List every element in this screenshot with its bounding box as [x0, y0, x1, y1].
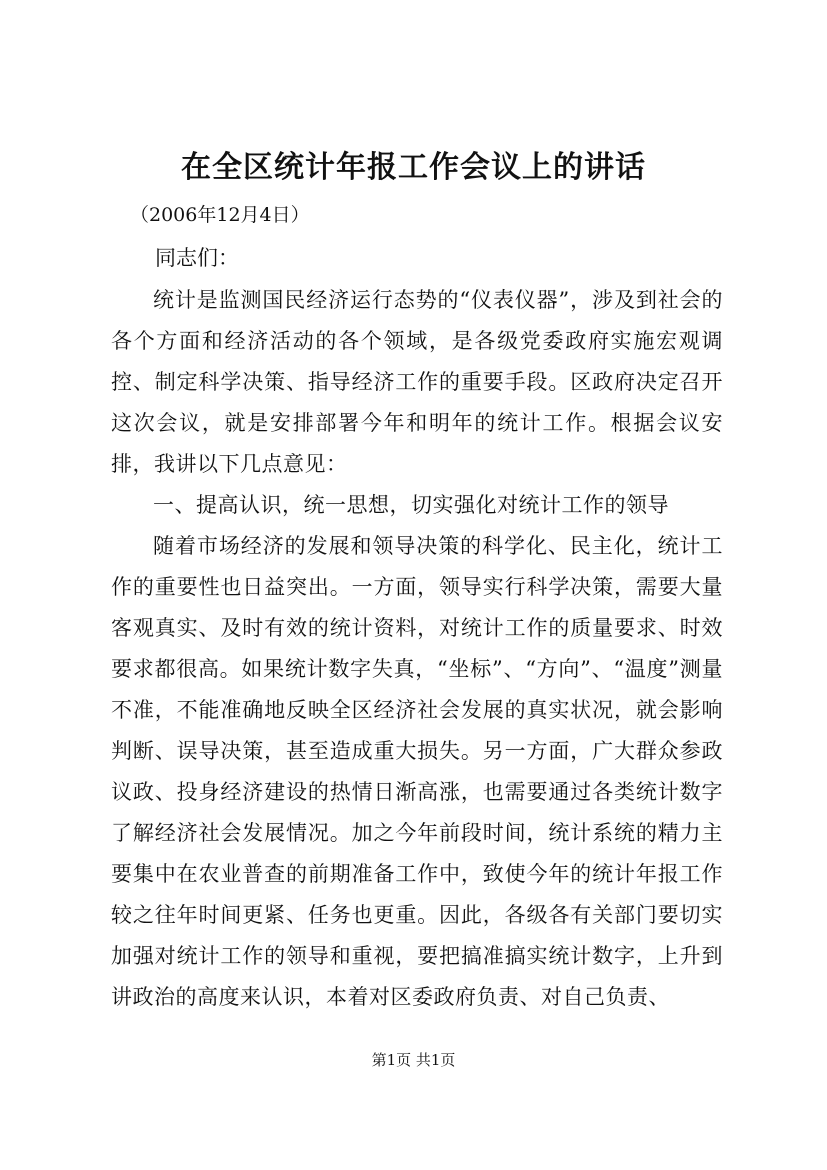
page-title: 在全区统计年报工作会议上的讲话 — [181, 150, 646, 185]
body-text — [111, 280, 723, 1018]
paragraph-section-1: 随着市场经济的发展和领导决策的科学化、民主化，统计工作的重要性也日益突出。一方面，领导实行科学决策，需要大量客观真实、及时有效的统计资料，对统计工作的质量要求、时效要求都很高。如果统计数字失真，“坐标”、“方向”、“温度”测量不准，不能准确地反映全区经济社会发展的真实状况，就会影响判断、误导决策，甚至造成重大损失。另一方面，广大群众参政议政、投身经济建设的热情日渐高涨，也需要通过各类统计数字了解经济社会发展情况。加之今年前段时间，统计系统的精力主要集中在农业普查的前期准备工作中，致使今年的统计年报工作较之往年时间更紧、任务也更重。因此，各级各有关部门要切实加强对统计工作的领导和重视，要把搞准搞实统计数字，上升到讲政治的高度来认识，本着对区委政府负责、对自己负责、 — [111, 534, 723, 1009]
paragraph-intro: 统计是监测国民经济运行态势的“仪表仪器”，涉及到社会的各个方面和经济活动的各个领域，是各级党委政府实施宏观调控、制定科学决策、指导经济工作的重要手段。区政府决定召开这次会议，就是安排部署今年和明年的统计工作。根据会议安排，我讲以下几点意见： — [111, 288, 723, 476]
page-footer: 第1页 共1页 — [371, 1051, 456, 1069]
section-heading-1: 一、提高认识，统一思想，切实强化对统计工作的领导 — [153, 493, 669, 517]
salutation: 同志们： — [155, 246, 239, 270]
speech-date: （2006年12月4日） — [130, 204, 310, 226]
